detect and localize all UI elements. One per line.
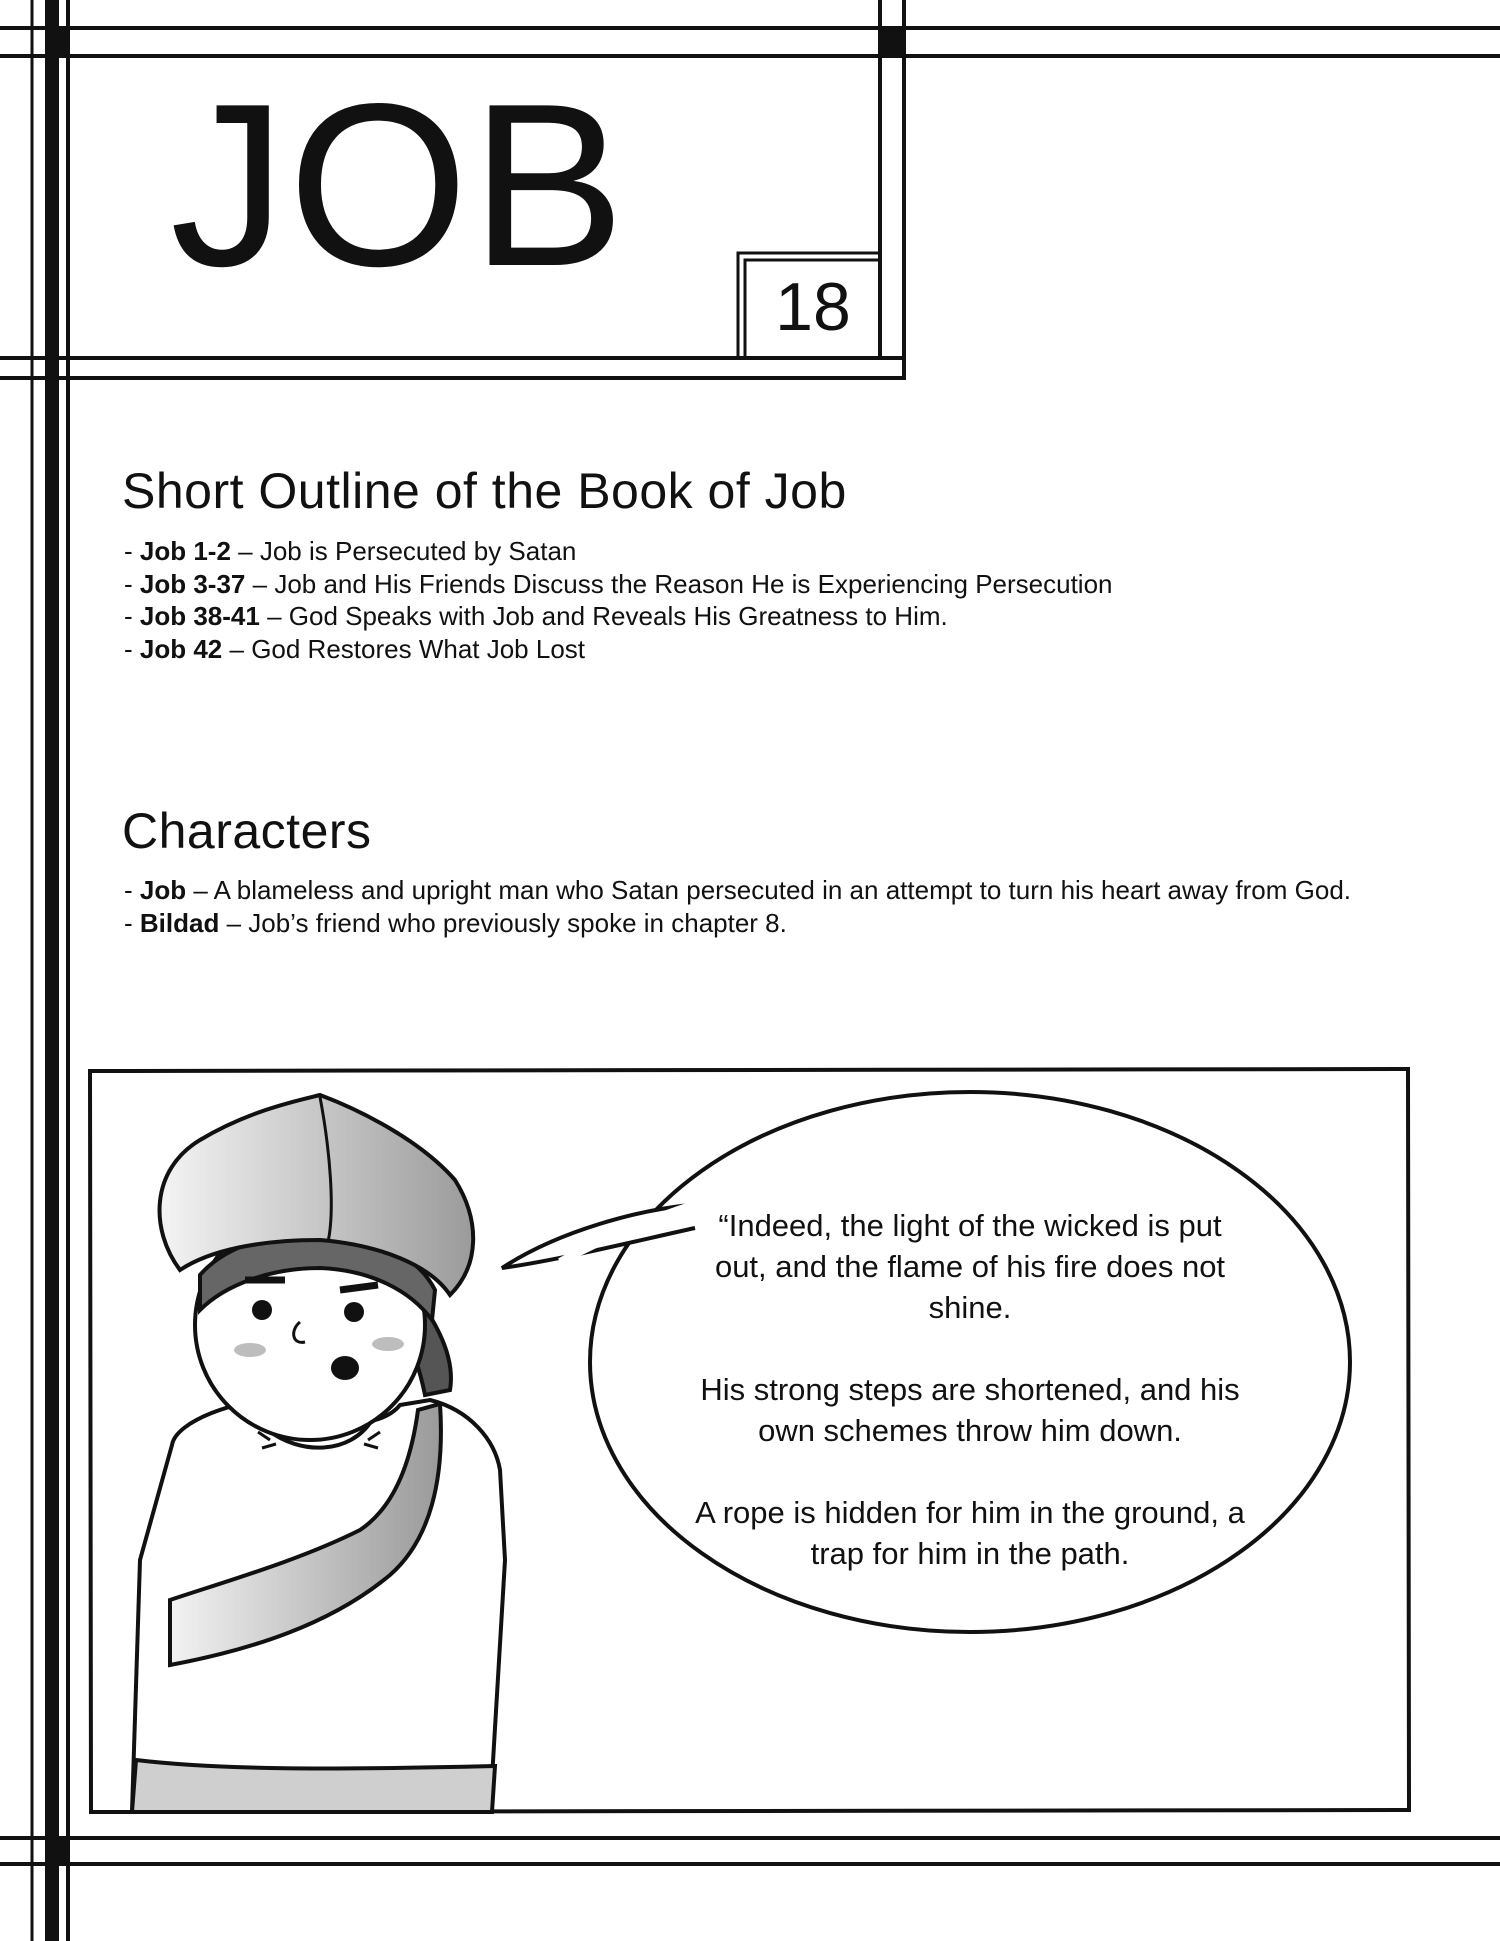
list-item: - Job 3-37 – Job and His Friends Discuss the Reason He is Experiencing Persecution bbox=[124, 568, 1113, 599]
list-item: - Job – A blameless and upright man who Satan persecuted in an attempt to turn his heart away from God. bbox=[124, 875, 1352, 905]
outline-ref: Job 3-37 bbox=[139, 568, 246, 599]
speech-bubble-text bbox=[690, 1205, 1250, 1574]
bildad-illustration bbox=[132, 1095, 505, 1812]
character-name: Job bbox=[139, 875, 187, 905]
speech-paragraph: “Indeed, the light of the wicked is put out, and the flame of his fire does not shine. bbox=[714, 1208, 1226, 1325]
outline-text: God Speaks with Job and Reveals His Greatness to Him. bbox=[288, 601, 948, 631]
list-item: - Job 42 – God Restores What Job Lost bbox=[124, 633, 586, 664]
list-item: - Job 1-2 – Job is Persecuted by Satan bbox=[124, 536, 577, 566]
outline-text: Job and His Friends Discuss the Reason He is Experiencing Persecution bbox=[274, 568, 1113, 599]
character-description: Job’s friend who previously spoke in chapter 8. bbox=[248, 907, 787, 938]
character-description: A blameless and upright man who Satan persecuted in an attempt to turn his heart away from God. bbox=[213, 875, 1352, 905]
outline-ref: Job 38-41 bbox=[139, 601, 260, 631]
list-item: - Bildad – Job’s friend who previously spoke in chapter 8. bbox=[124, 907, 787, 938]
characters-list bbox=[124, 874, 1351, 939]
outline-heading: Short Outline of the Book of Job bbox=[122, 463, 847, 519]
speech-paragraph: A rope is hidden for him in the ground, a trap for him in the path. bbox=[695, 1495, 1245, 1571]
outline-ref: Job 42 bbox=[139, 633, 223, 664]
character-name: Bildad bbox=[139, 907, 220, 938]
list-item: - Job 38-41 – God Speaks with Job and Reveals His Greatness to Him. bbox=[124, 601, 948, 631]
outline-ref: Job 1-2 bbox=[139, 536, 231, 566]
outline-list bbox=[124, 535, 1113, 665]
characters-heading: Characters bbox=[122, 803, 372, 859]
chapter-number: 18 bbox=[775, 269, 851, 345]
outline-text: Job is Persecuted by Satan bbox=[259, 536, 577, 566]
speech-paragraph: His strong steps are shortened, and his own schemes throw him down. bbox=[700, 1372, 1240, 1448]
outline-text: God Restores What Job Lost bbox=[251, 633, 586, 664]
book-title: JOB bbox=[170, 56, 628, 315]
